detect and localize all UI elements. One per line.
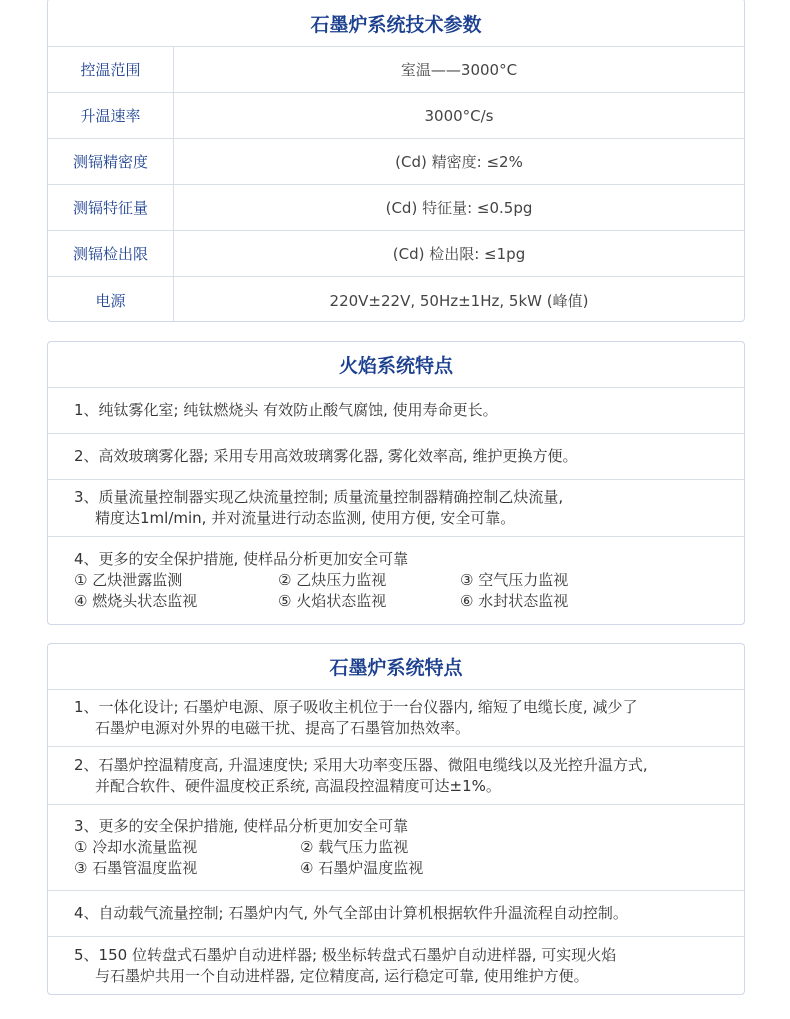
feature-item [48, 805, 744, 891]
feature-item [48, 690, 744, 747]
spec-value: 室温——3000°C [400, 61, 518, 79]
spec-title: 石墨炉系统技术参数 [48, 0, 744, 47]
feature-text: 2、石墨炉控温精度高, 升温速度快; 采用大功率变压器、微阻电缆线以及光控升温方式, [74, 755, 648, 774]
spec-value: (Cd) 精密度: ≤2% [395, 153, 523, 171]
safety-monitor-item: ② 乙炔压力监视 [278, 570, 387, 589]
flame-title: 火焰系统特点 [48, 342, 744, 388]
spec-table [47, 0, 745, 322]
feature-item [48, 388, 744, 434]
safety-monitor-item: ④ 石墨炉温度监视 [300, 859, 424, 877]
feature-text: 并配合软件、硬件温度校正系统, 高温段控温精度可达±1%。 [95, 776, 501, 795]
feature-item [48, 747, 744, 805]
spec-row-characteristic-mass [48, 185, 744, 231]
feature-text: 石墨炉电源对外界的电磁干扰、提高了石墨管加热效率。 [95, 719, 471, 737]
feature-text: 2、高效玻璃雾化器; 采用专用高效玻璃雾化器, 雾化效率高, 维护更换方便。 [74, 447, 578, 465]
safety-monitor-item: ③ 空气压力监视 [460, 570, 569, 589]
feature-text: 4、更多的安全保护措施, 使样品分析更加安全可靠 [74, 549, 409, 568]
spec-row-heating-rate [48, 93, 744, 139]
spec-row-temp-range [48, 47, 744, 93]
spec-label: 电源 [48, 277, 174, 322]
spec-label: 控温范围 [48, 47, 174, 92]
feature-item [48, 937, 744, 994]
spec-value: (Cd) 检出限: ≤1pg [392, 245, 526, 263]
feature-text: 5、150 位转盘式石墨炉自动进样器; 极坐标转盘式石墨炉自动进样器, 可实现火焰 [74, 945, 617, 964]
safety-monitor-item: ⑥ 水封状态监视 [460, 591, 569, 610]
feature-text: 1、纯钛雾化室; 纯钛燃烧头 有效防止酸气腐蚀, 使用寿命更长。 [74, 401, 498, 419]
feature-text: 4、自动载气流量控制; 石墨炉内气, 外气全部由计算机根据软件升温流程自动控制。 [74, 904, 628, 922]
safety-monitor-item: ④ 燃烧头状态监视 [74, 591, 198, 610]
feature-text: 3、质量流量控制器实现乙炔流量控制; 质量流量控制器精确控制乙炔流量, [74, 488, 564, 506]
feature-text: 1、一体化设计; 石墨炉电源、原子吸收主机位于一台仪器内, 缩短了电缆长度, 减少了 [74, 698, 638, 716]
spec-value: (Cd) 特征量: ≤0.5pg [385, 199, 533, 217]
spec-value: 220V±22V, 50Hz±1Hz, 5kW (峰值) [329, 291, 589, 310]
feature-item [48, 891, 744, 937]
safety-monitor-item: ① 冷却水流量监视 [74, 838, 198, 856]
feature-item [48, 537, 744, 623]
safety-monitor-item: ⑤ 火焰状态监视 [278, 591, 387, 610]
spec-label: 测镉精密度 [48, 139, 174, 184]
spec-label: 测镉特征量 [48, 185, 174, 230]
spec-value: 3000°C/s [424, 106, 494, 125]
spec-label: 升温速率 [48, 93, 174, 138]
feature-text: 3、更多的安全保护措施, 使样品分析更加安全可靠 [74, 817, 409, 835]
graphite-title: 石墨炉系统特点 [48, 644, 744, 690]
feature-item [48, 480, 744, 537]
spec-label: 测镉检出限 [48, 231, 174, 276]
safety-monitor-item: ① 乙炔泄露监测 [74, 570, 183, 589]
graphite-features-card [47, 643, 745, 995]
safety-monitor-item: ③ 石墨管温度监视 [74, 859, 198, 877]
feature-item [48, 434, 744, 480]
spec-row-precision [48, 139, 744, 185]
feature-text: 与石墨炉共用一个自动进样器, 定位精度高, 运行稳定可靠, 使用维护方便。 [95, 966, 589, 985]
spec-row-power [48, 277, 744, 322]
flame-features-card [47, 341, 745, 625]
safety-monitor-list [74, 570, 734, 612]
safety-monitor-list [74, 837, 734, 879]
spec-row-detection-limit [48, 231, 744, 277]
safety-monitor-item: ② 载气压力监视 [300, 838, 409, 856]
feature-text: 精度达1ml/min, 并对流量进行动态监测, 使用方便, 安全可靠。 [95, 509, 516, 527]
